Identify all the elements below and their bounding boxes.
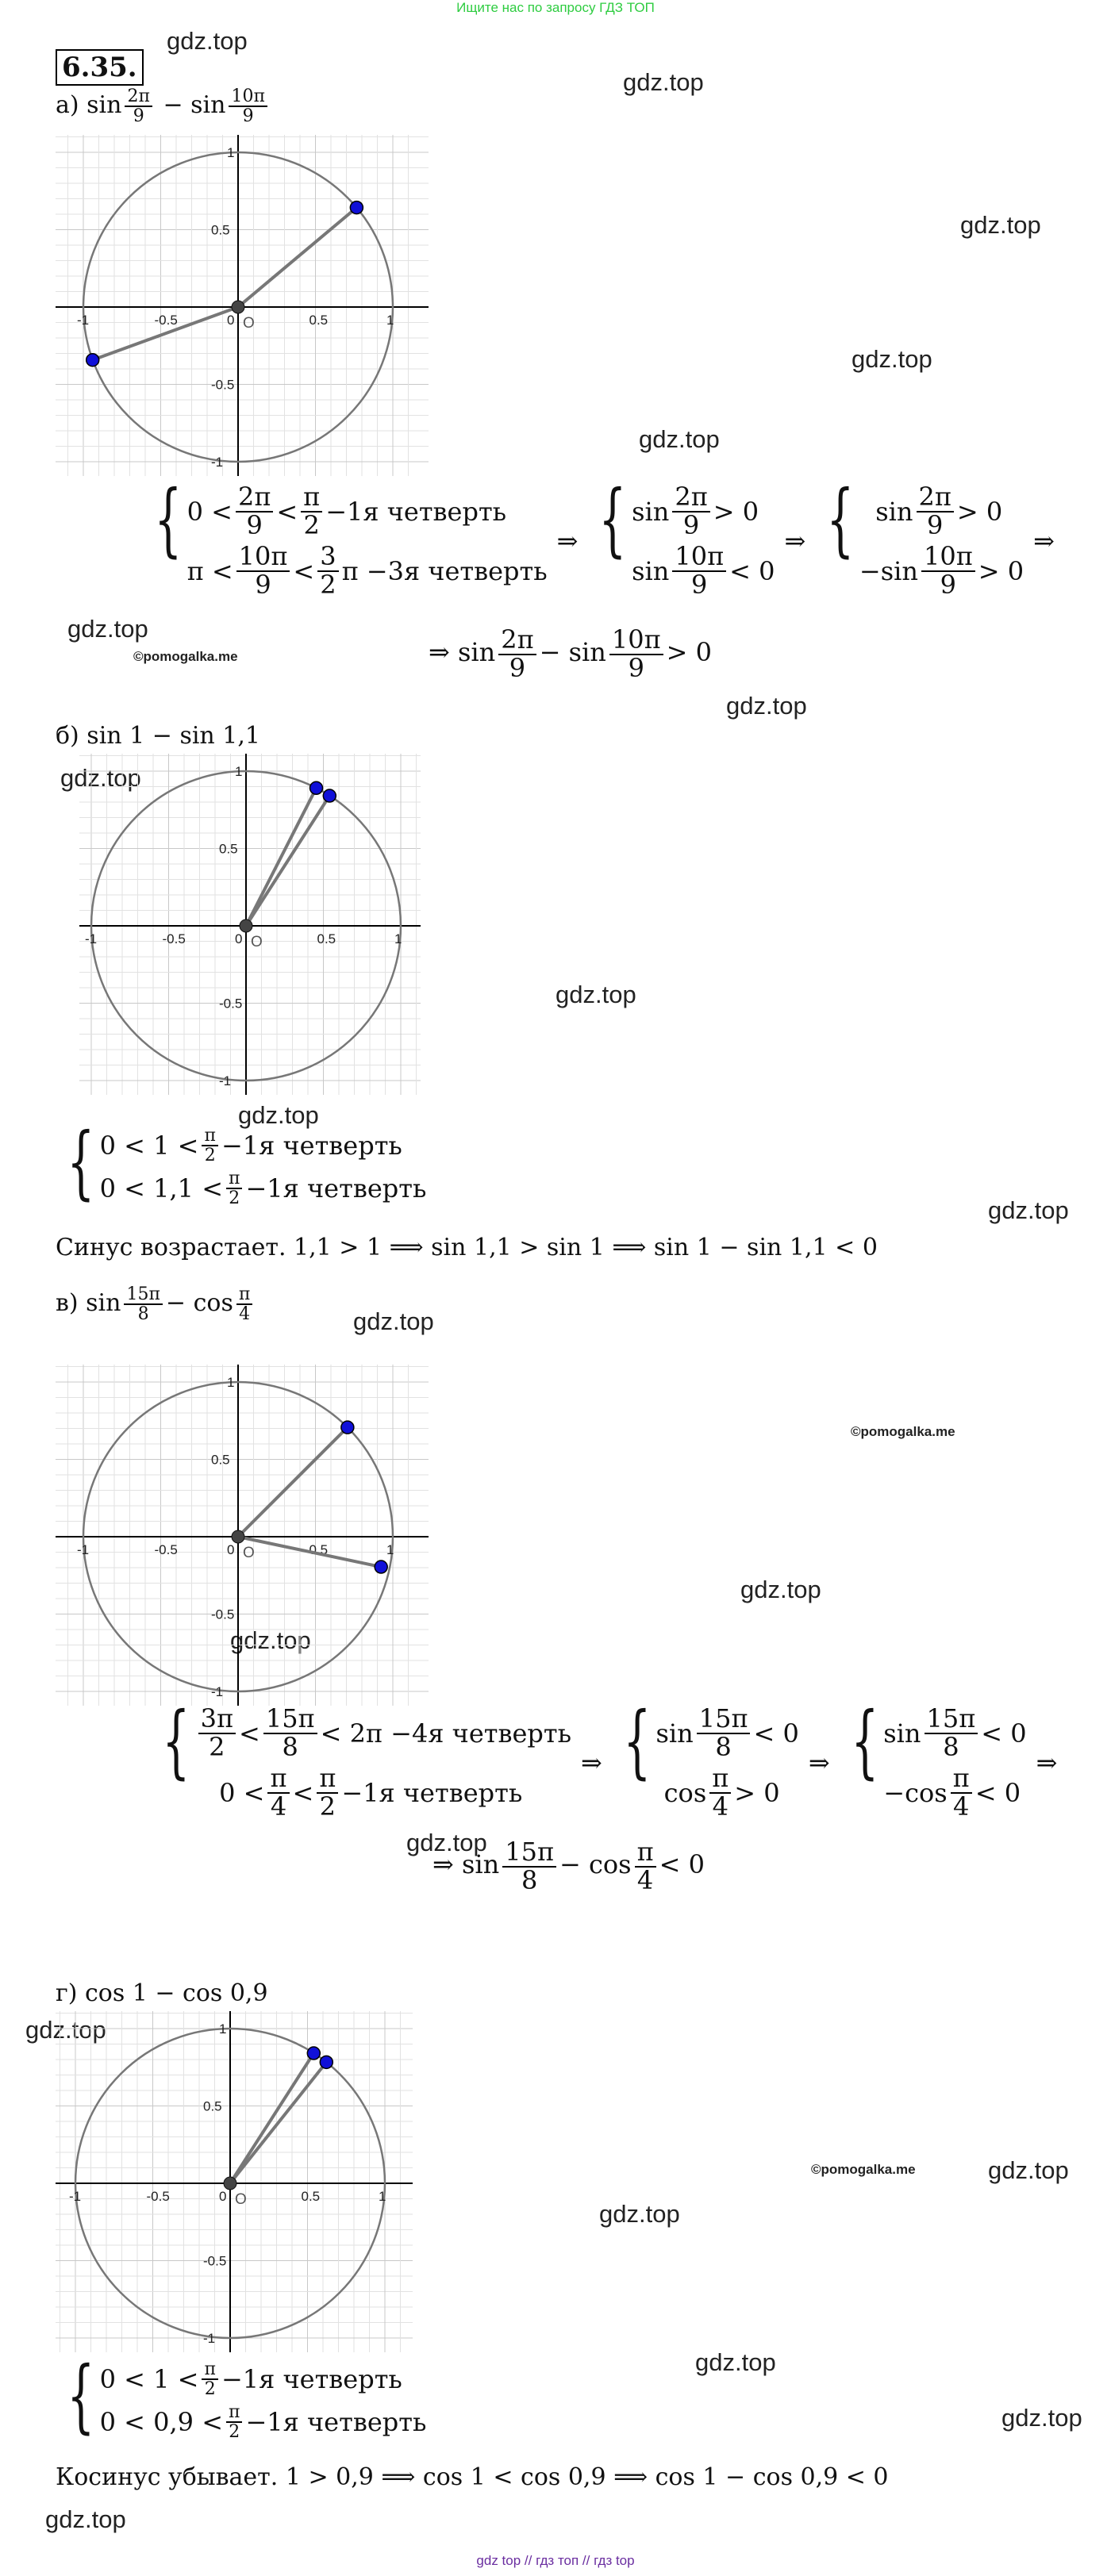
x-tick-label: 0.5 [317, 931, 336, 946]
radius-line [238, 208, 356, 307]
part-a-heading: а) sin $\frac{2\pi}{9}$ − sin $\frac{10\pi}{9}$ [56, 87, 271, 125]
watermark: gdz.top [988, 2156, 1069, 2184]
origin-point [232, 1530, 244, 1543]
x-tick-label: 1 [386, 313, 394, 328]
top-note: Ищите нас по запросу ГДЗ ТОП [456, 0, 655, 15]
x-tick-label: 1 [386, 1542, 394, 1557]
origin-point [232, 301, 244, 313]
watermark: gdz.top [695, 2348, 776, 2376]
watermark: gdz.top [60, 764, 141, 792]
y-tick-label: -0.5 [219, 996, 243, 1012]
y-tick-label: 1 [227, 145, 235, 160]
watermark: gdz.top [230, 1626, 311, 1654]
data-point [86, 354, 99, 367]
watermark: gdz.top [960, 211, 1041, 239]
part-c-heading: в) sin $\frac{15\pi}{8}$ − cos $\frac{\pi}{4}$ [56, 1285, 256, 1323]
origin-label: O [243, 315, 255, 332]
y-tick-label: 1 [219, 2021, 227, 2037]
part-d-heading: г) cos 1 − cos 0,9 [56, 1979, 268, 2007]
pomogalka-mark: ©pomogalka.me [133, 649, 238, 664]
x-tick-label: 0 [219, 2189, 227, 2204]
watermark: gdz.top [599, 2200, 680, 2228]
origin-label: O [243, 1545, 255, 1561]
part-c-conclusion: ⇒ sin $\frac{15\pi}{8}$ − cos $\frac{\pi}{4}$ < 0 [432, 1837, 705, 1895]
data-point [323, 789, 336, 802]
part-d-system: { 0 < 1 < $\frac{\pi}{2}$ − 1я четверть 0 < 0,9 < $\frac{\pi}{2}$ − 1я четверть [67, 2349, 427, 2443]
watermark: gdz.top [353, 1307, 434, 1335]
part-a-conclusion: ⇒ sin $\frac{2\pi}{9}$ − sin $\frac{10\pi}{9}$ > 0 [429, 624, 712, 683]
y-tick-label: -0.5 [211, 1607, 235, 1622]
x-tick-label: 0 [235, 931, 243, 946]
part-b-heading: б) sin 1 − sin 1,1 [56, 722, 261, 750]
x-tick-label: -0.5 [162, 931, 186, 946]
part-b-system: { 0 < 1 < $\frac{\pi}{2}$ − 1я четверть 0 < 1,1 < $\frac{\pi}{2}$ − 1я четверть [67, 1115, 427, 1209]
watermark: gdz.top [1001, 2404, 1082, 2432]
watermark: gdz.top [556, 981, 636, 1008]
x-tick-label: -1 [77, 1542, 90, 1557]
pomogalka-mark: ©pomogalka.me [851, 1424, 955, 1439]
part-label: а) [56, 91, 79, 120]
y-tick-label: 1 [227, 1375, 235, 1390]
data-point [375, 1561, 387, 1573]
x-tick-label: 0 [227, 313, 235, 328]
x-tick-label: 1 [394, 931, 402, 946]
radius-line [230, 2062, 326, 2183]
radius-line [246, 788, 317, 926]
radius-line [246, 796, 329, 926]
unit-circle-chart-a [56, 135, 429, 476]
y-tick-label: 0.5 [211, 1452, 230, 1468]
watermark: gdz.top [25, 2016, 106, 2044]
pomogalka-mark: ©pomogalka.me [811, 2162, 916, 2177]
data-point [310, 781, 323, 794]
x-tick-label: -0.5 [146, 2189, 170, 2204]
origin-point [224, 2177, 236, 2190]
origin-label: O [235, 2191, 247, 2208]
part-b-conclusion: Синус возрастает. 1,1 > 1 ⟹ sin 1,1 > sin 1 ⟹ sin 1 − sin 1,1 < 0 [56, 1234, 878, 1261]
watermark: gdz.top [406, 1829, 487, 1856]
y-tick-label: -1 [211, 455, 224, 470]
data-point [341, 1421, 354, 1434]
watermark: gdz.top [988, 1196, 1069, 1224]
x-tick-label: 0.5 [309, 1542, 329, 1557]
unit-circle-chart-d [56, 2011, 413, 2352]
unit-circle-chart-b [79, 754, 421, 1095]
data-point [320, 2056, 333, 2068]
watermark: gdz.top [238, 1101, 319, 1129]
watermark: gdz.top [167, 27, 248, 55]
unit-circle-chart-c [56, 1365, 429, 1706]
y-tick-label: 0.5 [211, 222, 230, 238]
x-tick-label: 0 [227, 1542, 235, 1557]
part-a-system: { 0 < $\frac{2\pi}{9}$ < $\frac{\pi}{2}$ − 1я четверть π < $\frac{10\pi}{9}$ < $\frac{3}{2}$ π − 3я четверть ⇒ { sin $\frac{2\pi}{9}$ > 0 sin $\frac{10\pi}{9}$ < 0 ⇒ { sin $\frac{2\pi}{9}$ > 0 −sin $\frac{10\pi}{9}$ > 0 ⇒ [143, 484, 1064, 598]
part-c-system: { $\frac{3\pi}{2}$ < $\frac{15\pi}{8}$ < 2π − 4я четверть 0 < $\frac{\pi}{4}$ < $\frac{\pi}{2}$ − 1я четверть ⇒ { sin $\frac{15\pi}{8}$ < 0 cos $\frac{\pi}{4}$ > 0 ⇒ { sin $\frac{15\pi}{8}$ < 0 −cos $\frac{\pi}{4}$ < 0 ⇒ [162, 1695, 1058, 1822]
x-tick-label: -1 [85, 931, 98, 946]
watermark: gdz.top [726, 692, 807, 720]
part-d-conclusion: Косинус убывает. 1 > 0,9 ⟹ cos 1 < cos 0,9 ⟹ cos 1 − cos 0,9 < 0 [56, 2463, 889, 2491]
origin-point [240, 919, 252, 932]
x-tick-label: 1 [379, 2189, 386, 2204]
y-tick-label: -1 [219, 1073, 232, 1088]
system-brace: { 0 < $\frac{2\pi}{9}$ < $\frac{\pi}{2}$ − 1я четверть π < $\frac{10\pi}{9}$ < $\frac{3}{2}$ π − 3я четверть [154, 473, 548, 600]
watermark: gdz.top [67, 615, 148, 643]
watermark: gdz.top [623, 68, 704, 96]
data-point [307, 2047, 320, 2060]
x-tick-label: -1 [77, 313, 90, 328]
y-tick-label: 0.5 [219, 841, 238, 857]
y-tick-label: -0.5 [203, 2253, 227, 2269]
watermark: gdz.top [740, 1576, 821, 1603]
y-tick-label: -1 [203, 2331, 216, 2346]
watermark: gdz.top [852, 345, 932, 373]
problem-number: 6.35. [56, 49, 144, 86]
y-tick-label: 0.5 [203, 2098, 222, 2114]
radius-line [230, 2053, 313, 2183]
x-tick-label: -1 [69, 2189, 82, 2204]
watermark: gdz.top [639, 425, 720, 453]
y-tick-label: -0.5 [211, 377, 235, 393]
data-point [350, 202, 363, 214]
footer: gdz top // гдз топ // гдз top [476, 2553, 635, 2568]
x-tick-label: 0.5 [301, 2189, 321, 2204]
x-tick-label: -0.5 [154, 1542, 178, 1557]
watermark: gdz.top [45, 2505, 126, 2533]
x-tick-label: 0.5 [309, 313, 329, 328]
origin-label: O [251, 934, 263, 950]
y-tick-label: 1 [235, 764, 243, 779]
y-tick-label: -1 [211, 1684, 224, 1699]
x-tick-label: -0.5 [154, 313, 178, 328]
